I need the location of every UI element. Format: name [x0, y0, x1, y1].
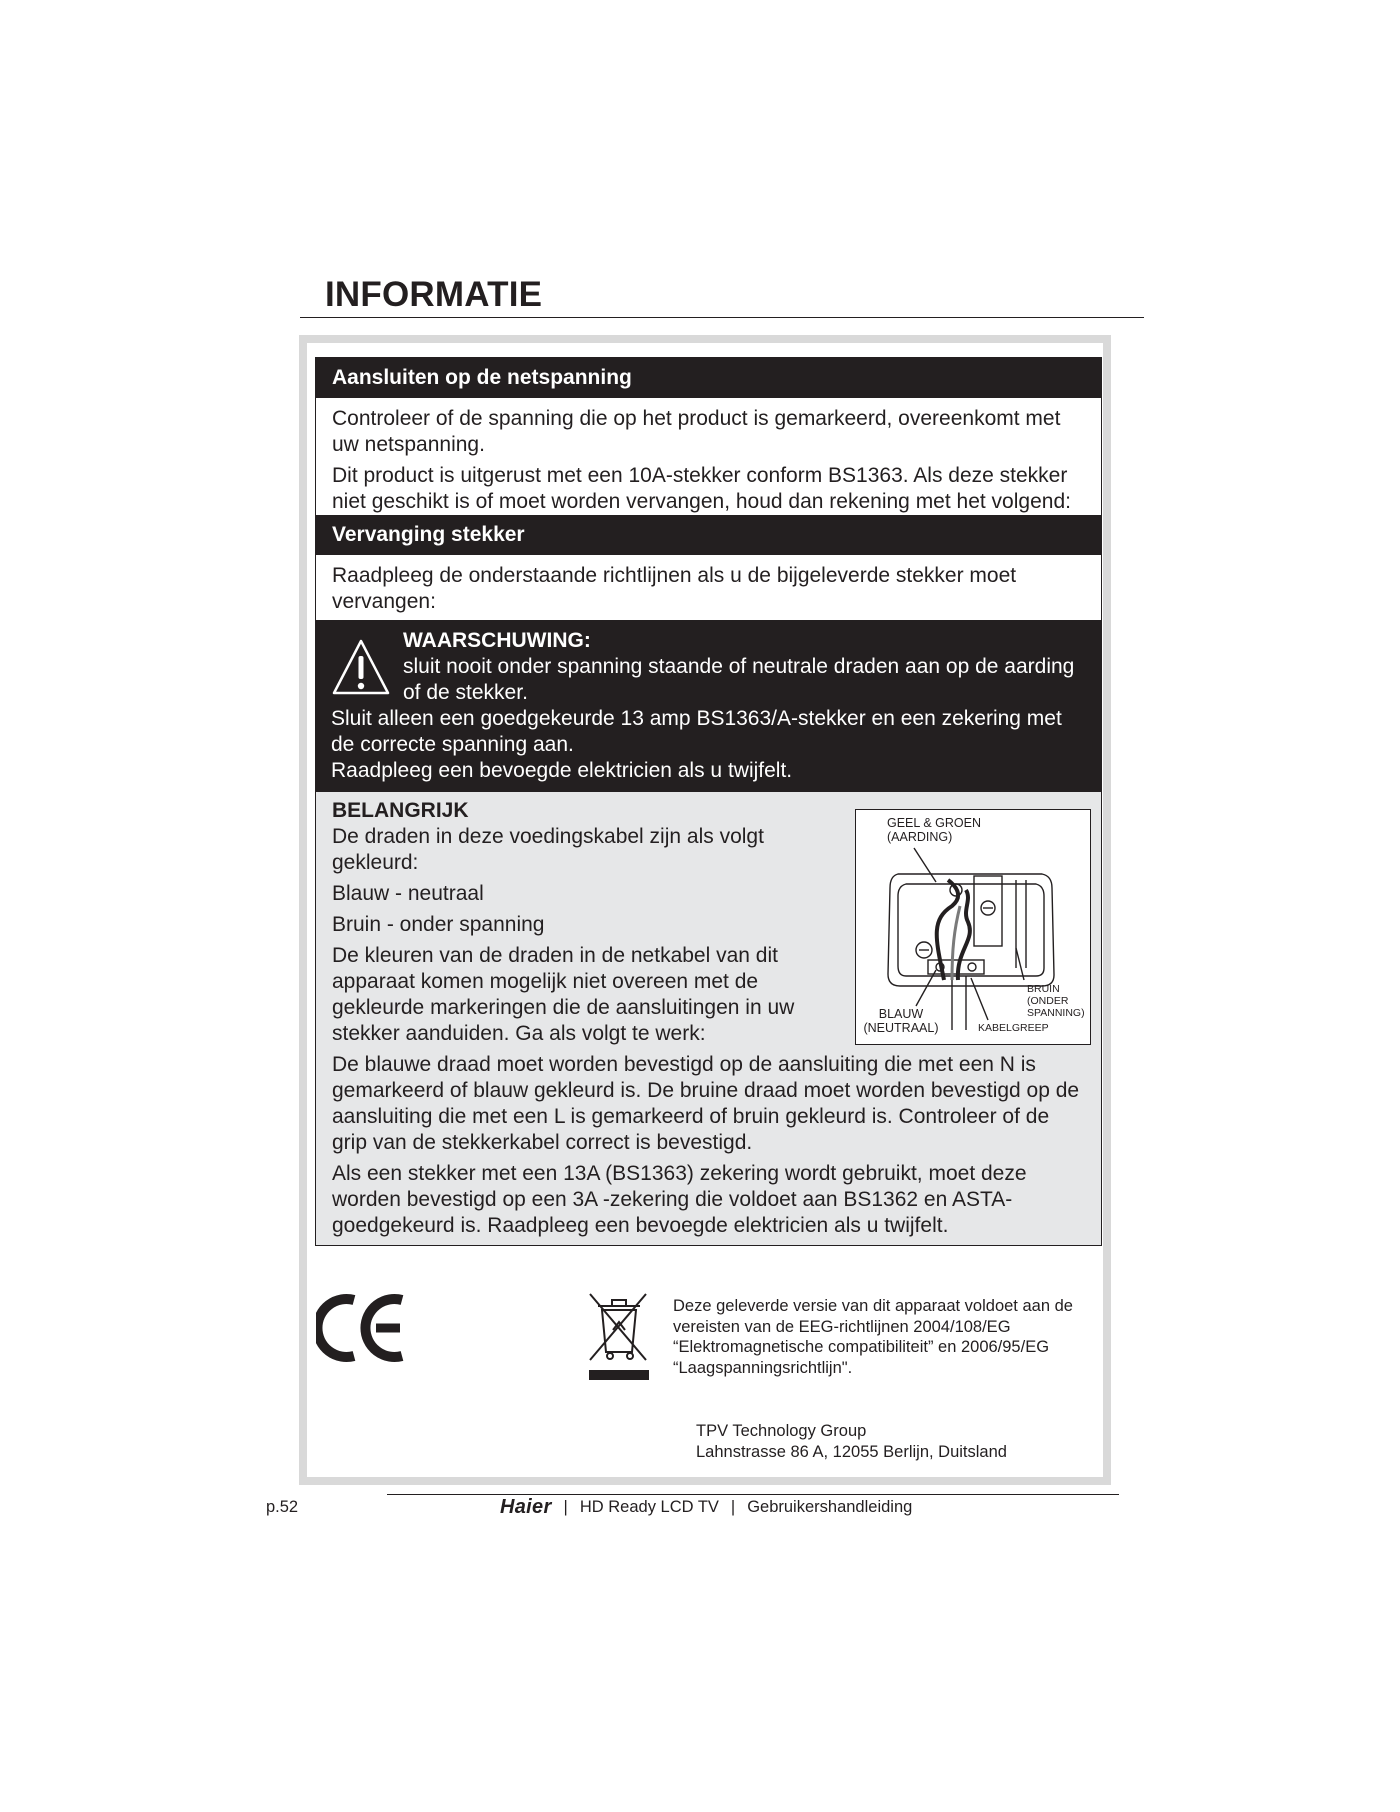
important-text [332, 798, 822, 1047]
power-section-heading-text: Aansluiten op de netspanning [332, 365, 632, 389]
brand-logo: Haier [500, 1496, 552, 1518]
important-title: BELANGRIJK [332, 799, 469, 822]
wiring-instructions: De blauwe draad moet worden bevestigd op de aansluiting die met een N is gemarkeerd of blauw gekleurd is. De bruine draad moet worden bevestigd op de aansluiting die met een L is gemarkeerd of bruin gekleurd is. Controleer of de grip van de stekkerkabel correct is bevestigd. [332, 1053, 1080, 1154]
warning-line: sluit nooit onder spanning staande of neutrale draden aan op de aarding of de stekker. [403, 655, 1075, 704]
plug-wiring-diagram [855, 809, 1091, 1045]
footer-separator: | [730, 1498, 736, 1516]
page-footer [500, 1496, 912, 1519]
diagram-label-blue: BLAUW (NEUTRAAL) [863, 1007, 939, 1035]
plug-paragraph: Raadpleeg de onderstaande richtlijnen als u de bijgeleverde stekker moet vervangen: [332, 564, 1017, 613]
warning-header [331, 628, 1086, 706]
weee-bin-icon [588, 1292, 650, 1382]
warning-header-text [403, 628, 1086, 706]
warning-line-electrician: Raadpleeg een bevoegde elektricien als u twijfelt. [331, 759, 793, 782]
power-paragraph-2: Dit product is uitgerust met een 10A-stekker conform BS1363. Als deze stekker niet geschikt is of moet worden vervangen, houd dan rekening met het volgend: [332, 464, 1071, 513]
compliance-statement: Deze geleverde versie van dit apparaat voldoet aan de vereisten van de EEG-richtlijnen 2004/108/EG “Elektromagnetische compatibiliteit” en 2006/95/EG “Laagspanningsrichtlijn". [673, 1297, 1073, 1377]
diagram-label-grip: KABELGREEP [978, 1022, 1049, 1034]
wire-brown-text: Bruin - onder spanning [332, 913, 545, 936]
power-paragraph-1: Controleer of de spanning die op het product is gemarkeerd, overeenkomt met uw netspanning. [332, 407, 1061, 456]
company-address: Lahnstrasse 86 A, 12055 Berlijn, Duitsland [696, 1443, 1007, 1461]
warning-triangle-icon [331, 638, 391, 698]
footer-separator: | [563, 1498, 568, 1516]
power-section-heading [315, 357, 1102, 398]
footer-product: HD Ready LCD TV [579, 1498, 719, 1516]
important-intro: De draden in deze voedingskabel zijn als volgt gekleurd: [332, 825, 764, 874]
footer-divider [387, 1494, 1119, 1495]
fuse-instructions: Als een stekker met een 13A (BS1363) zekering wordt gebruikt, moet deze worden bevestigd op een 3A -zekering die voldoet aan BS1362 en ASTA-goedgekeurd is. Raadpleeg een bevoegde elektricien als u twijfelt. [332, 1162, 1027, 1237]
footer-document: Gebruikershandleiding [747, 1498, 913, 1516]
safety-content [315, 357, 1102, 1246]
wire-blue-text: Blauw - neutraal [332, 882, 484, 905]
plug-section-heading [315, 515, 1102, 555]
ce-mark-icon [316, 1292, 408, 1364]
page-number: p.52 [266, 1498, 299, 1516]
important-block [315, 792, 1102, 1246]
power-section-body [315, 398, 1102, 515]
company-name: TPV Technology Group [696, 1422, 867, 1440]
plug-section-body [315, 555, 1102, 620]
wire-color-note: De kleuren van de draden in de netkabel van dit apparaat komen mogelijk niet overeen met de gekleurde markeringen die de aansluitingen in uw stekker aanduiden. Ga als volgt te werk: [332, 944, 795, 1045]
manufacturer-info [696, 1421, 1007, 1463]
diagram-label-earth: GEEL & GROEN (AARDING) [887, 816, 982, 844]
warning-title: WAARSCHUWING: [403, 629, 591, 652]
title-divider [300, 317, 1144, 318]
warning-block [315, 620, 1102, 792]
page-title: INFORMATIE [325, 275, 543, 314]
warning-line-fuse: Sluit alleen een goedgekeurde 13 amp BS1363/A-stekker en een zekering met de correcte spanning aan. [331, 707, 1062, 756]
plug-section-heading-text: Vervanging stekker [332, 523, 525, 546]
diagram-label-brown: BRUIN (ONDER SPANNING) [1027, 983, 1085, 1019]
